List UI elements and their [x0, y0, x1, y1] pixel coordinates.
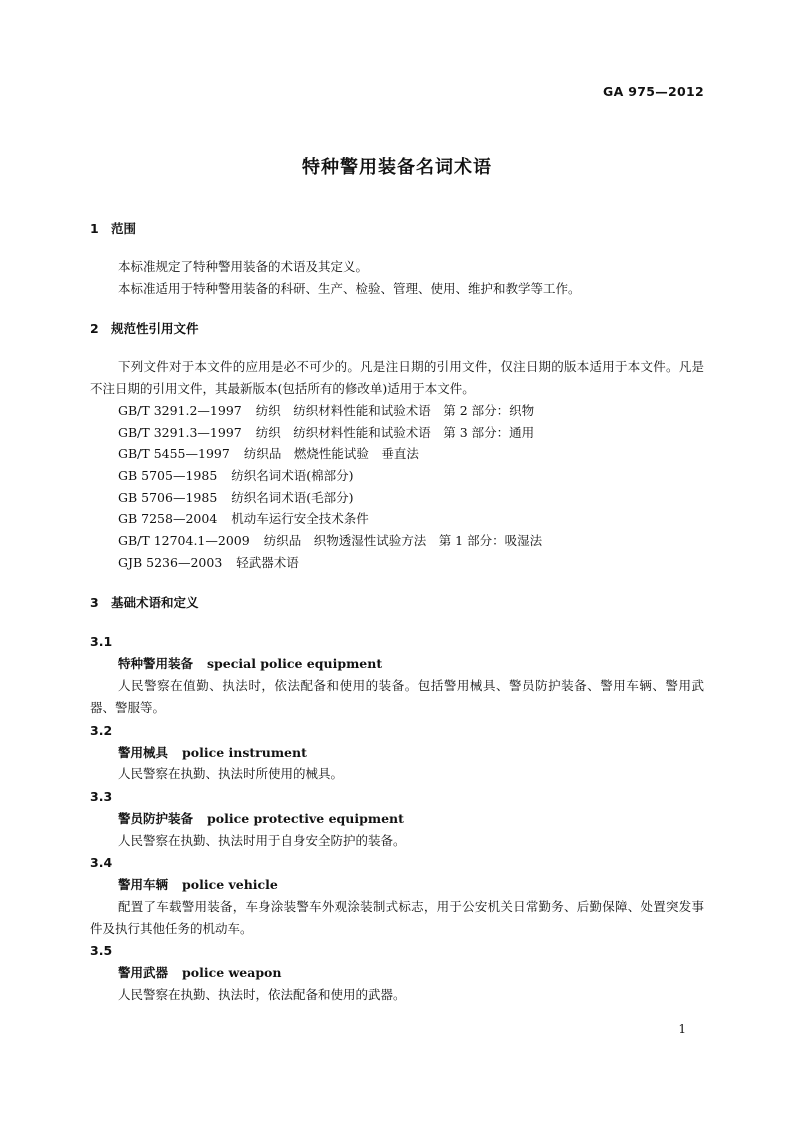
document-body: [90, 218, 704, 1006]
term-heading: [90, 808, 704, 830]
reference-code: GB 5706—1985: [118, 489, 218, 505]
term-chinese: 警用械具: [118, 744, 169, 760]
term-definition: 人民警察在值勤、执法时，依法配备和使用的装备。包括警用械具、警员防护装备、警用车辆、警用武器、警服等。: [90, 678, 704, 715]
term-entry: [90, 786, 704, 851]
reference-code: GB/T 3291.3—1997: [118, 424, 242, 440]
term-definition: 配置了车载警用装备，车身涂装警车外观涂装制式标志，用于公安机关日常勤务、后勤保障、处置突发事件及执行其他任务的机动车。: [90, 899, 704, 936]
term-entry: [90, 852, 704, 939]
reference-title: 纺织品 织物透湿性试验方法 第 1 部分：吸湿法: [263, 533, 543, 549]
reference-code: GB 7258—2004: [118, 511, 218, 527]
term-definition: 人民警察在执勤、执法时，依法配备和使用的武器。: [118, 987, 406, 1003]
reference-item: [90, 508, 704, 530]
reference-code: GB/T 3291.2—1997: [118, 402, 242, 418]
reference-item: [90, 400, 704, 422]
term-chinese: 警用车辆: [118, 877, 169, 893]
term-heading: [90, 653, 704, 675]
scope-paragraph: 本标准规定了特种警用装备的术语及其定义。: [118, 259, 369, 274]
reference-code: GB 5705—1985: [118, 467, 218, 483]
section-heading-normative: [90, 318, 704, 339]
reference-title: 机动车运行安全技术条件: [231, 511, 369, 527]
section-title: 基础术语和定义: [111, 595, 199, 611]
term-english: police vehicle: [182, 877, 278, 893]
reference-title: 轻武器术语: [236, 554, 299, 570]
term-chinese: 特种警用装备: [118, 656, 194, 672]
term-chinese: 警用武器: [118, 965, 169, 981]
standard-code: GA 975—2012: [603, 84, 704, 99]
reference-title: 纺织名词术语(棉部分): [231, 467, 354, 483]
reference-code: GB/T 12704.1—2009: [118, 533, 250, 549]
section-title: 范围: [111, 221, 137, 236]
term-number: 3.5: [90, 943, 113, 959]
reference-item: [90, 552, 704, 574]
term-entry: [90, 631, 704, 718]
term-heading: [90, 962, 704, 984]
term-english: police protective equipment: [207, 810, 404, 826]
reference-item: [90, 443, 704, 465]
term-number: 3.2: [90, 722, 113, 738]
term-english: police instrument: [182, 744, 307, 760]
term-definition: 人民警察在执勤、执法时用于自身安全防护的装备。: [118, 832, 406, 848]
normative-intro: 下列文件对于本文件的应用是必不可少的。凡是注日期的引用文件，仅注日期的版本适用于本文件。凡是不注日期的引用文件，其最新版本(包括所有的修改单)适用于本文件。: [90, 359, 704, 397]
reference-title: 纺织 纺织材料性能和试验术语 第 3 部分：通用: [255, 424, 535, 440]
term-number: 3.4: [90, 855, 113, 871]
page-number: 1: [678, 1022, 686, 1036]
term-heading: [90, 742, 704, 764]
term-number: 3.1: [90, 634, 113, 650]
term-entry: [90, 720, 704, 785]
term-number: 3.3: [90, 788, 113, 804]
reference-title: 纺织名词术语(毛部分): [231, 489, 354, 505]
term-english: special police equipment: [207, 656, 383, 672]
section-title: 规范性引用文件: [111, 321, 199, 337]
section-heading-scope: [90, 218, 704, 239]
term-english: police weapon: [182, 965, 282, 981]
term-entry: [90, 940, 704, 1005]
term-definition: 人民警察在执勤、执法时所使用的械具。: [118, 766, 344, 782]
scope-paragraph: 本标准适用于特种警用装备的科研、生产、检验、管理、使用、维护和教学等工作。: [118, 280, 581, 296]
reference-item: [90, 487, 704, 509]
reference-title: 纺织 纺织材料性能和试验术语 第 2 部分：织物: [255, 402, 535, 418]
reference-item: [90, 422, 704, 444]
term-chinese: 警员防护装备: [118, 810, 194, 826]
reference-item: [90, 530, 704, 552]
section-number: 2: [90, 321, 99, 337]
reference-item: [90, 465, 704, 487]
reference-code: GB/T 5455—1997: [118, 446, 230, 462]
document-title: 特种警用装备名词术语: [302, 157, 492, 178]
reference-title: 纺织品 燃烧性能试验 垂直法: [243, 446, 419, 462]
section-number: 1: [90, 221, 99, 236]
term-heading: [90, 874, 704, 896]
section-number: 3: [90, 595, 99, 611]
section-heading-terms: [90, 592, 704, 613]
reference-code: GJB 5236—2003: [118, 554, 223, 570]
